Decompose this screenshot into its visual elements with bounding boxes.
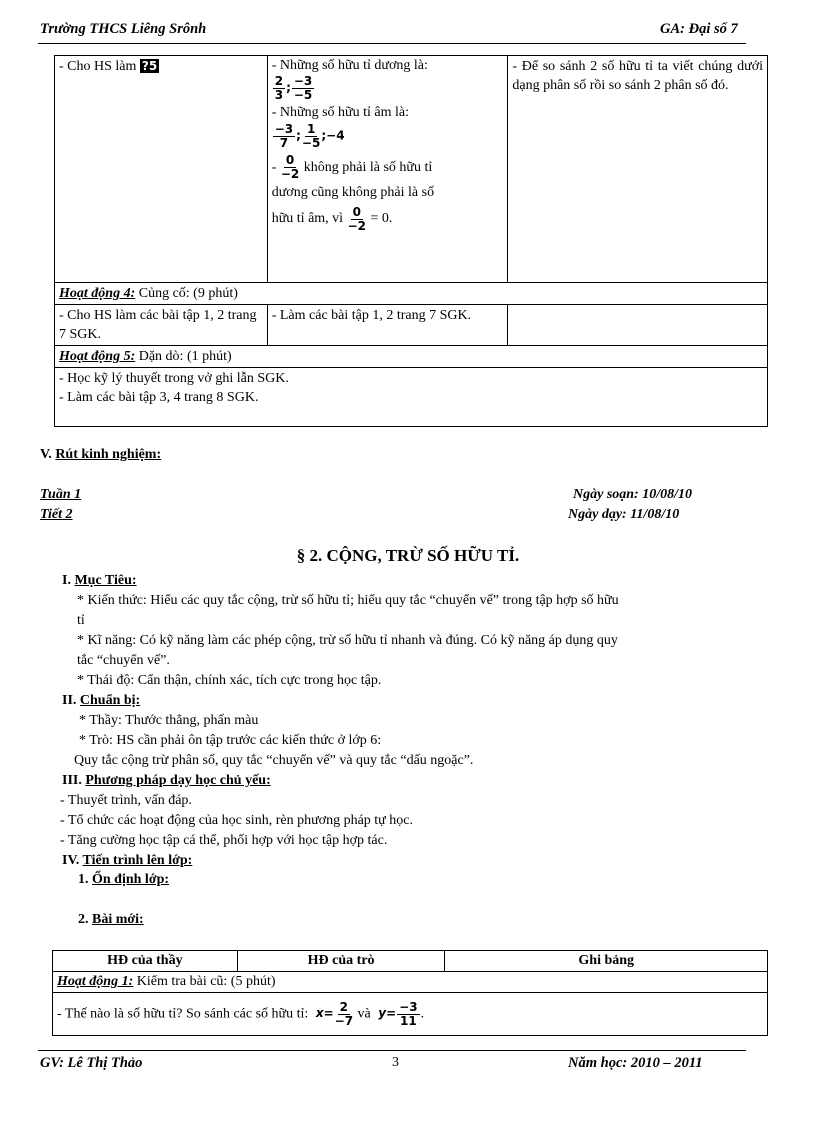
negative-fractions: $\frac{-3}{7}$ ; $\frac{1}{-5}$ ;−4 [274,122,345,150]
step-1: 1. Ổn định lớp: [78,872,170,887]
subject-label: GA: Đại số 7 [660,21,738,37]
objectives-section: I. Mục Tiêu: * Kiến thức: Hiểu các quy tắc cộng, trừ số hữu tỉ; hiểu quy tắc “chuyển vế” trong tập hợp số hữu tỉ * Kĩ năng: Có kỹ năng làm các phép cộng, trừ số hữu tỉ nhanh và đúng. Có kỹ năng áp dụng quy tắc “chuyển vế”. * Thái độ: Cẩn thận, chính xác, tích cực trong học tập. II. Chuẩn bị: * Thầy: Thước thẳng, phấn màu * Trò: HS cần phải ôn tập trước các kiến thức ở lớp 6: Quy tắc cộng trừ phân số, quy tắc “chuyển vế” và quy tắc “dấu ngoặc”. [62,573,619,768]
school-name: Trường THCS Liêng Srônh [40,21,207,37]
activity-4-header: Hoạt động 4: Củng cố: (9 phút) [55,283,768,305]
teacher-name: GV: Lê Thị Thảo [40,1055,143,1071]
board-note-cell: - Để so sánh 2 số hữu tỉ ta viết chúng dưới dạng phân số rồi so sánh 2 phân số đó. [508,56,768,283]
activity-4-teacher: - Cho HS làm các bài tập 1, 2 trang 7 SGK. [55,305,268,346]
header-rule [38,43,746,44]
col-student: HĐ của trò [237,951,445,972]
activity-table-top [54,55,768,427]
activity-1-question: - Thế nào là số hữu tỉ? So sánh các số hữu tỉ: x= $\frac{2}{-7}$ và y= $\frac{-3}{11}$ . [53,993,768,1036]
activity-table-bottom [52,950,768,1036]
section-v: V. Rút kinh nghiệm: [40,447,162,462]
prep-date: Ngày soạn: 10/08/10 [573,487,692,502]
activity-4-board [508,305,768,346]
school-year: Năm học: 2010 – 2011 [568,1055,703,1071]
methods-heading: III. Phương pháp dạy học chủ yếu: [62,773,271,788]
step-2: 2. Bài mới: [78,912,144,927]
zero-statement: - $\frac{0}{-2}$ không phải là số hữu tỉ [271,153,433,182]
period-label: Tiết 2 [40,507,73,522]
page-number: 3 [392,1055,399,1070]
footer-rule [38,1050,746,1051]
week-label: Tuần 1 [40,487,82,502]
activity-4-student: - Làm các bài tập 1, 2 trang 7 SGK. [267,305,508,346]
activity-5-body: - Học kỹ lý thuyết trong vở ghi lẫn SGK. - Làm các bài tập 3, 4 trang 8 SGK. [55,368,768,427]
progress-heading: IV. Tiến trình lên lớp: [62,853,193,868]
col-teacher: HĐ của thầy [53,951,238,972]
question-badge: ?5 [141,59,158,73]
activity-1-header: Hoạt động 1: Kiểm tra bài cũ: (5 phút) [53,972,768,993]
teacher-cell: - Cho HS làm ?5 [55,56,268,283]
lesson-title: § 2. CỘNG, TRỪ SỐ HỮU TỈ. [296,546,520,565]
teach-date: Ngày dạy: 11/08/10 [568,507,680,522]
student-cell: - Những số hữu tỉ dương là: $\frac{2}{3}$ ; $\frac{-3}{-5}$ - Những số hữu tỉ âm là: $\frac{-3}{7}$ ; $\frac{1}{-5}$ ;−4 - $\frac{0}{-2}$ không phải là số hữu tỉ dương cũng không phải là số hữu tỉ âm, vì $\frac{0}{-2}$ = 0. [267,56,508,283]
activity-5-header: Hoạt động 5: Dặn dò: (1 phút) [55,346,768,368]
col-board: Ghi bảng [445,951,768,972]
methods-list: - Thuyết trình, vấn đáp. - Tổ chức các hoạt động của học sinh, rèn phương pháp tự học. - Tăng cường học tập cá thể, phối hợp với học tập hợp tác. [60,793,413,848]
positive-fractions: $\frac{2}{3}$ ; $\frac{-3}{-5}$ [274,74,313,102]
